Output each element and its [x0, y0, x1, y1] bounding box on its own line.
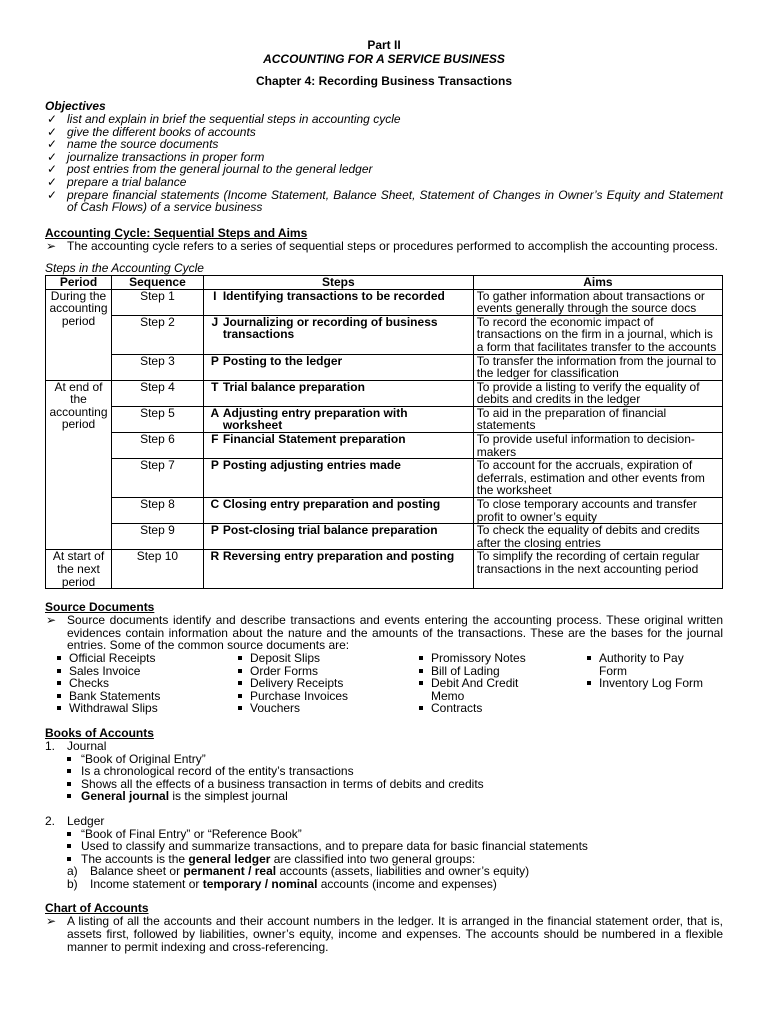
aim-cell: To record the economic impact of transactions on the firm in a journal, which is a form that facilitates transfer to the accounts: [473, 315, 722, 354]
aim-cell: To provide useful information to decision-makers: [473, 433, 722, 459]
source-document-item: Official Receipts: [57, 652, 238, 665]
step-cell: [203, 550, 473, 589]
square-bullet-icon: [587, 681, 591, 685]
check-icon: ✓: [47, 137, 58, 152]
objectives-heading: Objectives: [45, 99, 106, 113]
step-cell: [203, 380, 473, 406]
list-item: General journal is the simplest journal: [67, 790, 723, 803]
square-bullet-icon: [67, 857, 71, 861]
table-row: [46, 498, 723, 524]
aim-cell: To simplify the recording of certain regular transactions in the next accounting period: [473, 550, 722, 589]
source-document-item: Deposit Slips: [238, 652, 419, 665]
aim-cell: To gather information about transactions or events generally through the source docs: [473, 289, 722, 315]
sequence-cell: Step 5: [111, 406, 203, 432]
aim-cell: To account for the accruals, expiration of deferrals, estimation and other events from the worksheet: [473, 459, 722, 498]
period-cell: At start of the next period: [46, 550, 112, 589]
step-cell: [203, 289, 473, 315]
aim-cell: To provide a listing to verify the equality of debits and credits in the ledger: [473, 380, 722, 406]
table-header-row: [46, 275, 723, 289]
objective-item: ✓ journalize transactions in proper form: [47, 149, 265, 164]
table-row: [46, 406, 723, 432]
step-cell: [203, 524, 473, 550]
journal-title: Journal: [67, 738, 107, 753]
column-header: Sequence: [111, 275, 203, 289]
table-caption: Steps in the Accounting Cycle: [45, 261, 204, 276]
period-cell: During the accounting period: [46, 289, 112, 380]
table-row: [46, 550, 723, 589]
step-cell: [203, 498, 473, 524]
table-row: [46, 524, 723, 550]
source-document-item: Bill of Lading: [419, 665, 587, 678]
square-bullet-icon: [67, 832, 71, 836]
sequence-cell: Step 10: [111, 550, 203, 589]
square-bullet-icon: [67, 782, 71, 786]
table-row: [46, 289, 723, 315]
list-item: Is a chronological record of the entity’s transactions: [67, 765, 723, 778]
table-row: [46, 459, 723, 498]
aim-cell: To transfer the information from the journal to the ledger for classification: [473, 354, 722, 380]
table-row: [46, 380, 723, 406]
source-documents-heading: Source Documents: [45, 600, 155, 615]
chart-of-accounts-heading: Chart of Accounts: [45, 901, 149, 916]
journal-points: [45, 753, 723, 803]
source-document-item: Withdrawal Slips: [57, 702, 238, 715]
objectives-list: [45, 113, 723, 214]
square-bullet-icon: [57, 706, 61, 710]
step-text: Posting to the ledger: [222, 353, 343, 368]
step-text: Closing entry preparation and posting: [222, 497, 441, 512]
table-row: [46, 315, 723, 354]
square-bullet-icon: [238, 681, 242, 685]
step-text: Journalizing or recording of business transactions: [222, 314, 438, 342]
ledger-group-b: b) Income statement or temporary / nominal accounts (income and expenses): [67, 876, 497, 891]
source-column: [419, 652, 587, 715]
list-item: “Book of Final Entry” or “Reference Book”: [67, 828, 723, 841]
list-item: Used to classify and summarize transactions, and to prepare data for basic financial statements: [67, 840, 723, 853]
square-bullet-icon: [57, 681, 61, 685]
books-of-accounts-heading: Books of Accounts: [45, 725, 154, 740]
source-document-item: Authority to Pay Form: [587, 652, 699, 677]
square-bullet-icon: [419, 706, 423, 710]
ledger-points: [45, 828, 723, 866]
step-letter: F: [211, 432, 219, 447]
arrow-bullet-icon: ➢: [46, 914, 57, 929]
step-letter: J: [211, 314, 219, 329]
check-icon: ✓: [47, 124, 58, 139]
step-cell: [203, 406, 473, 432]
step-letter: I: [213, 288, 217, 303]
list-item: “Book of Original Entry”: [67, 753, 723, 766]
objective-item: ✓ give the different books of accounts: [47, 124, 256, 139]
source-document-item: Bank Statements: [57, 690, 238, 703]
table-row: [46, 433, 723, 459]
check-icon: ✓: [47, 174, 58, 189]
source-document-item: Contracts: [419, 702, 587, 715]
square-bullet-icon: [419, 669, 423, 673]
step-cell: [203, 315, 473, 354]
step-text: Post-closing trial balance preparation: [222, 523, 438, 538]
source-document-item: Vouchers: [238, 702, 419, 715]
source-document-item: Debit And Credit Memo: [419, 677, 541, 702]
source-document-item: Sales Invoice: [57, 665, 238, 678]
source-document-item: Delivery Receipts: [238, 677, 419, 690]
sequence-cell: Step 9: [111, 524, 203, 550]
aim-cell: To check the equality of debits and credits after the closing entries: [473, 524, 722, 550]
square-bullet-icon: [57, 669, 61, 673]
period-cell: At end of the accounting period: [46, 380, 112, 550]
check-icon: ✓: [47, 149, 58, 164]
sequence-cell: Step 4: [111, 380, 203, 406]
ledger-item: 2. Ledger: [45, 813, 105, 828]
step-letter: T: [211, 379, 219, 394]
check-icon: ✓: [47, 112, 58, 126]
document-page: [45, 38, 723, 953]
column-header: Steps: [203, 275, 473, 289]
journal-item: 1. Journal: [45, 738, 107, 753]
square-bullet-icon: [238, 706, 242, 710]
column-header: Aims: [473, 275, 722, 289]
step-cell: [203, 459, 473, 498]
square-bullet-icon: [238, 656, 242, 660]
sequence-cell: Step 3: [111, 354, 203, 380]
square-bullet-icon: [238, 694, 242, 698]
sequence-cell: Step 7: [111, 459, 203, 498]
square-bullet-icon: [419, 681, 423, 685]
aim-cell: To aid in the preparation of financial statements: [473, 406, 722, 432]
source-column: [238, 652, 419, 715]
step-text: Reversing entry preparation and posting: [222, 549, 455, 564]
source-documents-list: [45, 652, 723, 715]
sequence-cell: Step 6: [111, 433, 203, 459]
objective-item: ✓ post entries from the general journal to the general ledger: [47, 162, 373, 177]
square-bullet-icon: [419, 656, 423, 660]
ledger-group-a: a) Balance sheet or permanent / real accounts (assets, liabilities and owner’s equity): [67, 864, 530, 879]
source-document-item: Purchase Invoices: [238, 690, 419, 703]
accounting-cycle-table: [45, 275, 723, 589]
square-bullet-icon: [67, 769, 71, 773]
step-text: Financial Statement preparation: [222, 432, 406, 447]
list-item: The accounts is the general ledger are classified into two general groups:: [67, 853, 723, 866]
step-text: Trial balance preparation: [222, 379, 365, 394]
ledger-title: Ledger: [67, 813, 105, 828]
objective-item: ✓ list and explain in brief the sequential steps in accounting cycle: [47, 112, 401, 126]
cycle-heading: Accounting Cycle: Sequential Steps and Aims: [45, 225, 308, 240]
objective-item: ✓ name the source documents: [47, 137, 219, 152]
objective-item: ✓ prepare financial statements (Income Statement, Balance Sheet, Statement of Changes in Owner’s Equity and Statement of Cash Flows) of a service business: [47, 187, 723, 215]
source-document-item: Inventory Log Form: [587, 677, 717, 690]
step-letter: R: [210, 549, 220, 564]
square-bullet-icon: [67, 794, 71, 798]
step-text: Posting adjusting entries made: [222, 458, 401, 473]
sequence-cell: Step 1: [111, 289, 203, 315]
source-document-item: Checks: [57, 677, 238, 690]
step-cell: [203, 354, 473, 380]
list-item: Shows all the effects of a business transaction in terms of debits and credits: [67, 778, 723, 791]
arrow-bullet-icon: ➢: [46, 613, 57, 628]
square-bullet-icon: [238, 669, 242, 673]
chapter-title: Chapter 4: Recording Business Transactions: [255, 74, 513, 88]
square-bullet-icon: [57, 694, 61, 698]
step-letter: A: [210, 405, 220, 420]
objective-item: ✓ prepare a trial balance: [47, 174, 187, 189]
step-letter: P: [210, 523, 219, 538]
table-row: [46, 354, 723, 380]
sequence-cell: Step 2: [111, 315, 203, 354]
source-document-item: Order Forms: [238, 665, 419, 678]
square-bullet-icon: [67, 757, 71, 761]
source-column: [587, 652, 717, 715]
source-column: [57, 652, 238, 715]
step-text: Adjusting entry preparation with worksheet: [222, 405, 408, 433]
step-cell: [203, 433, 473, 459]
cycle-intro: ➢ The accounting cycle refers to a series of sequential steps or procedures performed to accomplish the accounting process.: [46, 238, 719, 253]
part-label: Part II: [367, 38, 401, 52]
part-title: ACCOUNTING FOR A SERVICE BUSINESS: [263, 52, 505, 66]
check-icon: ✓: [47, 187, 58, 202]
step-letter: P: [210, 458, 219, 473]
arrow-bullet-icon: ➢: [46, 238, 57, 253]
square-bullet-icon: [57, 656, 61, 660]
sequence-cell: Step 8: [111, 498, 203, 524]
step-text: Identifying transactions to be recorded: [222, 288, 445, 303]
source-documents-intro: ➢ Source documents identify and describe transactions and events entering the accounting process. These original written evidences contain information about the nature and the amounts of the transactions. These are the bases for the journal entries. Some of the common source documents are:: [46, 613, 723, 653]
source-document-item: Promissory Notes: [419, 652, 587, 665]
step-letter: P: [210, 353, 219, 368]
aim-cell: To close temporary accounts and transfer profit to owner’s equity: [473, 498, 722, 524]
square-bullet-icon: [587, 656, 591, 660]
step-letter: C: [210, 497, 220, 512]
square-bullet-icon: [67, 844, 71, 848]
column-header: Period: [46, 275, 112, 289]
chart-of-accounts-text: ➢ A listing of all the accounts and their account numbers in the ledger. It is arranged in the financial statement order, that is, assets first, followed by liabilities, owner’s equity, income and expenses. The accounts should be numbered in a flexible manner to permit indexing and cross-referencing.: [46, 914, 723, 954]
check-icon: ✓: [47, 162, 58, 177]
